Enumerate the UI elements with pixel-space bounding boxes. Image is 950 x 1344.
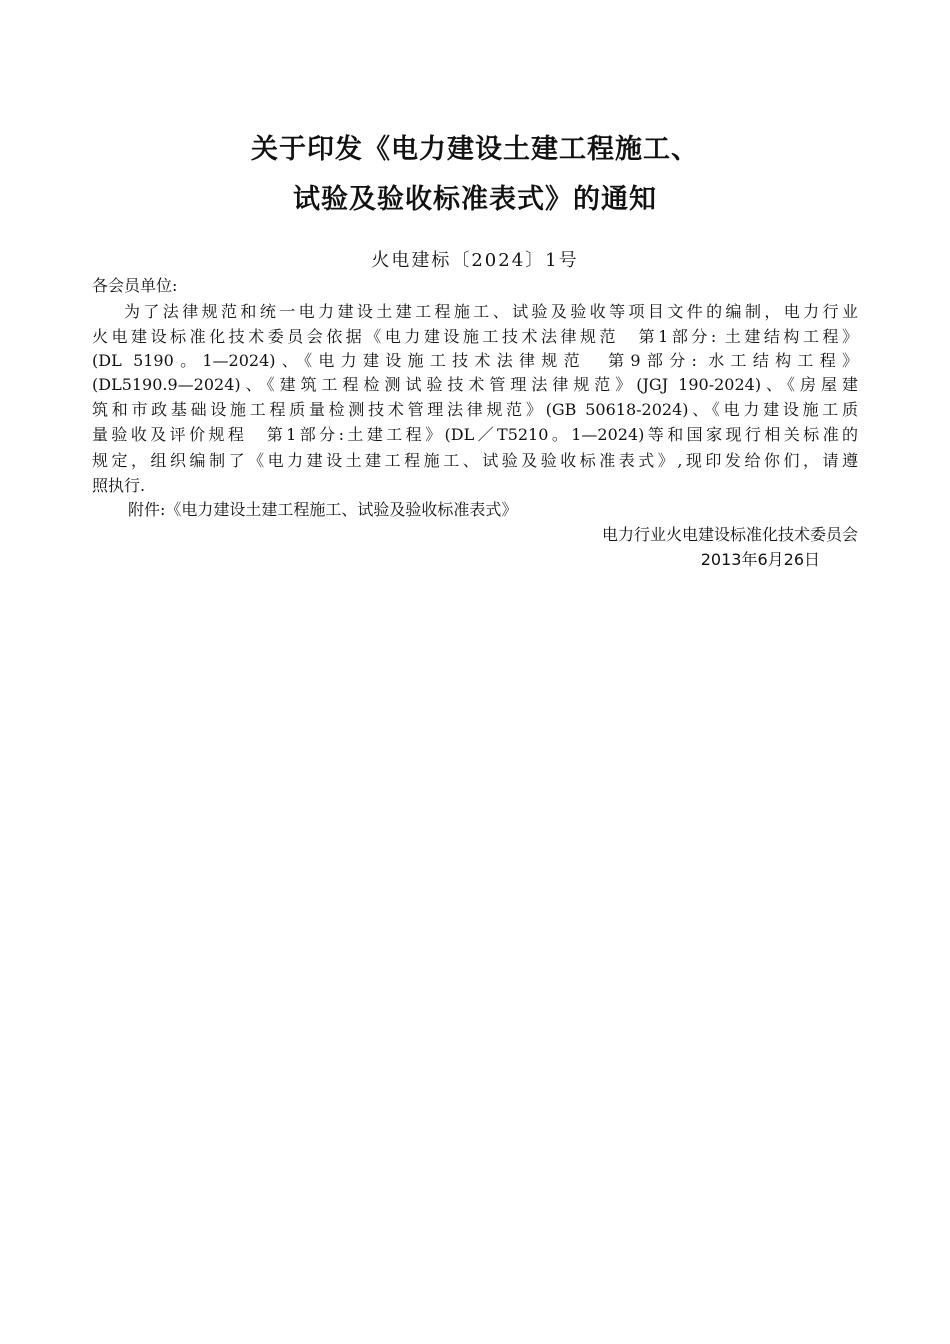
signature-date: 2013年6月26日 [700, 550, 820, 569]
body-line-6: 量验收及评价规程 第1部分:土建工程》(DL／T5210。1—2024)等和国家现行相关标准的 [92, 425, 858, 444]
body-line-4: (DL5190.9—2024)、《建筑工程检测试验技术管理法律规范》(JGJ 190-2024)、《房屋建 [92, 375, 858, 394]
document-title-line-2: 试验及验收标准表式》的通知 [293, 184, 657, 215]
document-title-line-1: 关于印发《电力建设土建工程施工、 [251, 134, 699, 165]
body-line-3: (DL 5190。1—2024)、《电力建设施工技术法律规范 第9部分: 水工结构工程》 [92, 351, 858, 370]
body-line-7: 规定，组织编制了《电力建设土建工程施工、试验及验收标准表式》,现印发给你们，请遵 [92, 451, 858, 470]
attachment-line: 附件:《电力建设土建工程施工、试验及验收标准表式》 [128, 500, 518, 519]
salutation: 各会员单位: [92, 276, 178, 295]
body-line-2: 火电建设标准化技术委员会依据《电力建设施工技术法律规范 第1部分: 土建结构工程》 [92, 327, 858, 346]
document-number: 火电建标〔2024〕1号 [371, 250, 579, 271]
body-line-8: 照执行. [92, 476, 146, 495]
body-line-1: 为了法律规范和统一电力建设土建工程施工、试验及验收等项目文件的编制，电力行业 [124, 302, 858, 321]
signature-organization: 电力行业火电建设标准化技术委员会 [601, 525, 858, 544]
body-line-5: 筑和市政基础设施工程质量检测技术管理法律规范》(GB 50618-2024)、《电力建设施工质 [92, 400, 858, 419]
